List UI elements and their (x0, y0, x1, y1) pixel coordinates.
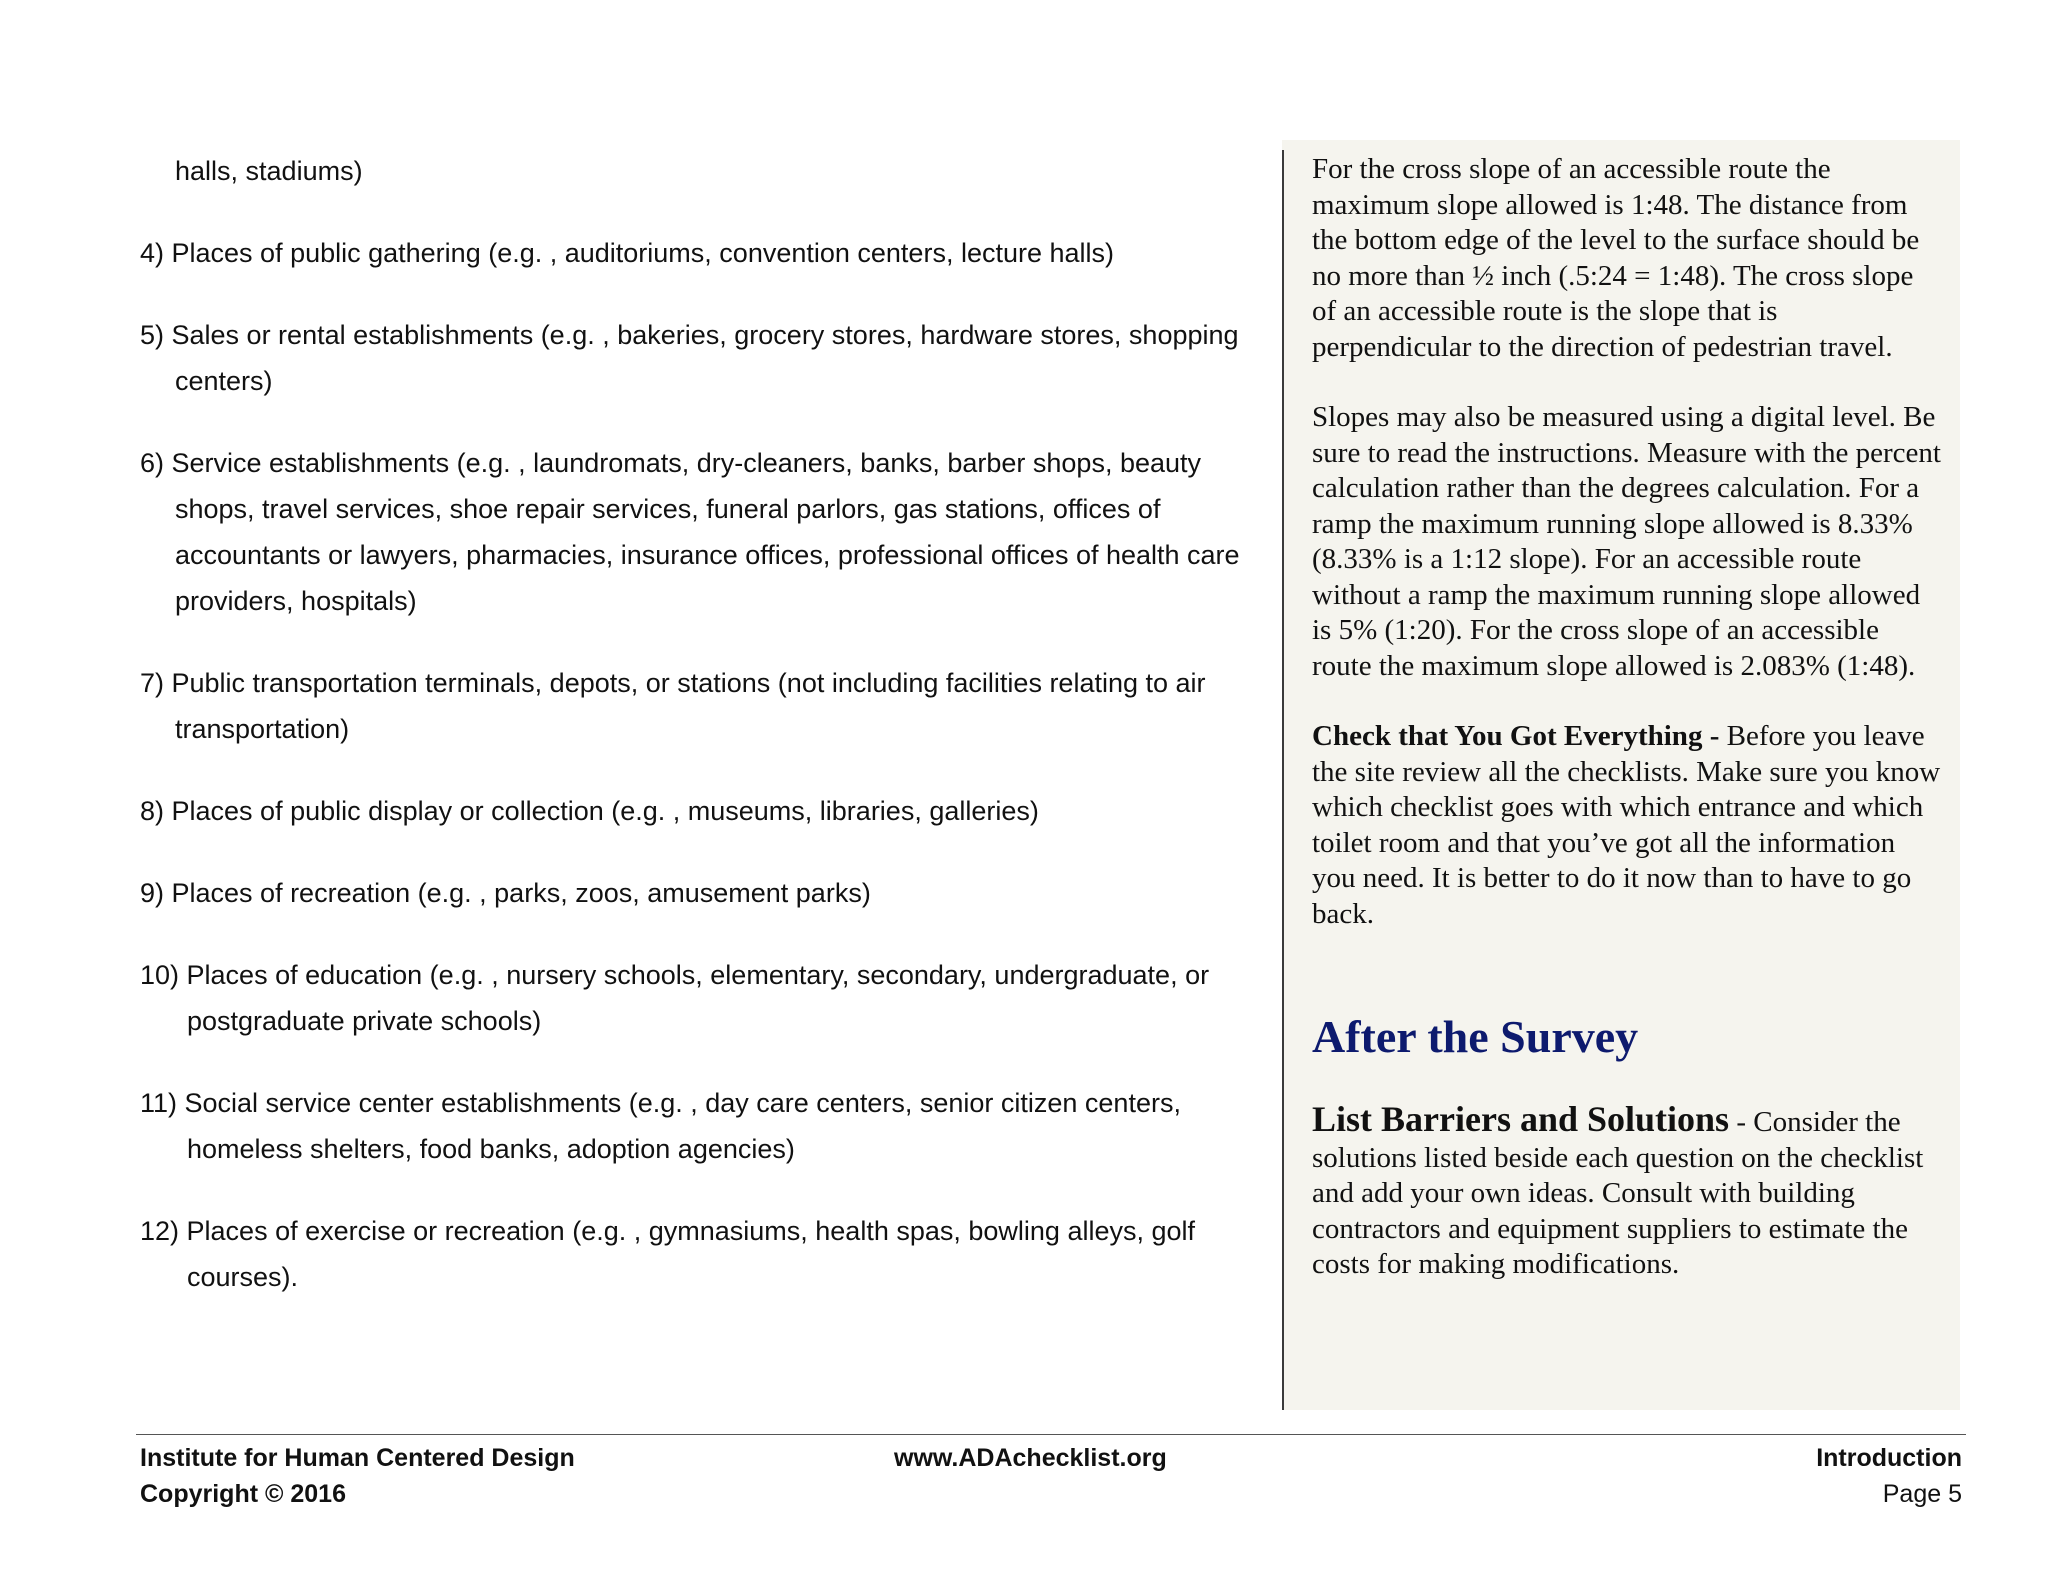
check-everything-paragraph (1312, 719, 1942, 932)
cross-slope-paragraph: For the cross slope of an accessible route the maximum slope allowed is 1:48. The distance from the bottom edge of the level to the surface should be no more than ½ inch (.5:24 = 1:48). The cross slope of an accessible route is the slope that is perpendicular to the direction of pedestrian travel. (1312, 153, 1920, 363)
barriers-heading: List Barriers and Solutions (1312, 1099, 1730, 1139)
list-item-continuation: halls, stadiums) (175, 156, 363, 186)
list-item-12: 12) Places of exercise or recreation (e.g. , gymnasiums, health spas, bowling alleys, golf courses). (140, 1216, 1196, 1292)
footer-website: www.ADAchecklist.org (894, 1444, 1167, 1472)
list-item-6: 6) Service establishments (e.g. , laundromats, dry-cleaners, banks, barber shops, beauty shops, travel services, shoe repair services, funeral parlors, gas stations, offices of accountants or lawyers, pharmacies, insurance offices, professional offices of health care providers, hospitals) (140, 448, 1240, 616)
check-everything-heading: Check that You Got Everything - (1312, 720, 1720, 752)
sidebar-content (1312, 152, 1942, 1318)
sidebar-divider (1282, 150, 1284, 1410)
footer-page-number: Page 5 (1882, 1480, 1962, 1508)
barriers-paragraph (1312, 1099, 1942, 1283)
left-column (140, 148, 1265, 1336)
list-item-8: 8) Places of public display or collection (e.g. , museums, libraries, galleries) (140, 796, 1039, 826)
footer-copyright: Copyright © 2016 (140, 1480, 346, 1508)
list-item-10: 10) Places of education (e.g. , nursery schools, elementary, secondary, undergraduate, or postgraduate private schools) (140, 960, 1210, 1036)
footer-divider (136, 1434, 1966, 1435)
list-item-4: 4) Places of public gathering (e.g. , auditoriums, convention centers, lecture halls) (140, 238, 1115, 268)
footer-center (894, 1440, 1167, 1476)
footer-organization: Institute for Human Centered Design (140, 1444, 575, 1472)
check-everything-body: Before you leave the site review all the checklists. Make sure you know which checklist goes with which entrance and which toilet room and that you’ve got all the information you need. It is better to do it now than to have to go back. (1312, 720, 1941, 930)
footer-section: Introduction (1816, 1444, 1962, 1472)
after-survey-heading: After the Survey (1312, 1011, 1639, 1062)
list-item-5: 5) Sales or rental establishments (e.g. , bakeries, grocery stores, hardware stores, shopping centers) (140, 320, 1239, 396)
barriers-body: - Consider the solutions listed beside each question on the checklist and add your own ideas. Consult with building contractors and equipment suppliers to estimate the costs for making modifications. (1312, 1106, 1924, 1280)
list-item-9: 9) Places of recreation (e.g. , parks, zoos, amusement parks) (140, 878, 871, 908)
digital-level-paragraph: Slopes may also be measured using a digital level. Be sure to read the instructions. Measure with the percent calculation rather than the degrees calculation. For a ramp the maximum running slope allowed is 8.33% (8.33% is a 1:12 slope). For an accessible route without a ramp the maximum running slope allowed is 5% (1:20). For the cross slope of an accessible route the maximum slope allowed is 2.083% (1:48). (1312, 401, 1941, 682)
list-item-11: 11) Social service center establishments (e.g. , day care centers, senior citizen centers, homeless shelters, food banks, adoption agencies) (140, 1088, 1181, 1164)
sidebar-panel (1282, 140, 1960, 1410)
footer-left (140, 1440, 575, 1512)
list-item-7: 7) Public transportation terminals, depots, or stations (not including facilities relating to air transportation) (140, 668, 1206, 744)
footer-right (1816, 1440, 1962, 1512)
